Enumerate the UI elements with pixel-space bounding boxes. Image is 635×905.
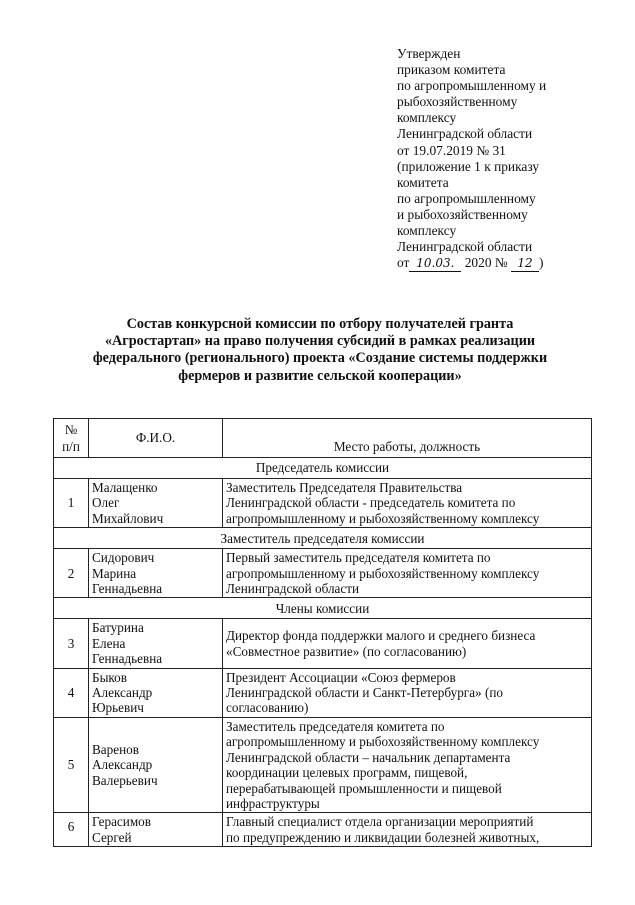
closing-paren: ) <box>539 255 544 271</box>
title-line: «Агростартап» на право получения субсидий в рамках реализации <box>104 333 536 350</box>
row-number: 1 <box>54 479 89 528</box>
approval-line: Утвержден <box>397 46 461 61</box>
table-row <box>54 479 592 528</box>
table-row <box>54 549 592 598</box>
row-position: Заместитель Председателя Правительства Ленинградской области - председатель комитета по агропромышленному и рыбохозяйственному комплексу <box>223 479 592 528</box>
section-row <box>54 458 592 479</box>
title-line: фермеров и развитие сельской кооперации» <box>178 367 462 384</box>
row-position: Заместитель председателя комитета по агропромышленному и рыбохозяйственному комплексу Ленинградской области – начальник департамента координации целевых программ, пищевой, перерабатывающей промышленности и пищевой инфраструктуры <box>223 717 592 812</box>
document-title <box>60 316 580 385</box>
header-fio: Ф.И.О. <box>89 419 223 458</box>
row-fio: Батурина Елена Геннадьевна <box>89 619 223 668</box>
table-row <box>54 668 592 717</box>
handwritten-date: 10.03. <box>409 255 461 272</box>
row-fio: Малащенко Олег Михайлович <box>89 479 223 528</box>
table-row <box>54 619 592 668</box>
row-number: 2 <box>54 549 89 598</box>
approval-line: от 19.07.2019 № 31 <box>397 142 506 158</box>
handwritten-number: 12 <box>511 255 539 272</box>
approval-date-line <box>397 255 622 272</box>
approval-block <box>397 46 622 272</box>
approval-line: и рыбохозяйственному <box>397 206 528 222</box>
approval-line: приказом комитета <box>397 62 506 78</box>
approval-line: Ленинградской области <box>397 126 533 142</box>
year-number-label: 2020 № <box>464 255 508 271</box>
row-number: 5 <box>54 717 89 812</box>
row-number: 6 <box>54 813 89 847</box>
row-fio: Сидорович Марина Геннадьевна <box>89 549 223 598</box>
header-position: Место работы, должность <box>223 419 592 458</box>
header-row <box>54 419 592 458</box>
approval-line: по агропромышленному и <box>397 78 547 94</box>
approval-line: (приложение 1 к приказу <box>397 158 540 174</box>
header-number: № п/п <box>54 419 89 458</box>
title-line: федерального (регионального) проекта «Создание системы поддержки <box>92 350 548 367</box>
section-row <box>54 528 592 549</box>
approval-line: Ленинградской области <box>397 239 533 255</box>
row-number: 3 <box>54 619 89 668</box>
row-fio: Быков Александр Юрьевич <box>89 668 223 717</box>
section-row <box>54 598 592 619</box>
approval-line: рыбохозяйственному <box>397 94 518 110</box>
row-position: Первый заместитель председателя комитета по агропромышленному и рыбохозяйственному комплексу Ленинградской области <box>223 549 592 598</box>
table-row <box>54 813 592 847</box>
table-row <box>54 717 592 812</box>
date-prefix: от <box>397 255 410 271</box>
commission-table <box>53 418 592 847</box>
section-title: Члены комиссии <box>54 598 592 619</box>
section-title: Председатель комиссии <box>54 458 592 479</box>
row-position: Президент Ассоциации «Союз фермеров Ленинградской области и Санкт-Петербурга» (по согласованию) <box>223 668 592 717</box>
approval-line: по агропромышленному <box>397 190 536 206</box>
row-position: Директор фонда поддержки малого и среднего бизнеса «Совместное развитие» (по согласованию) <box>223 619 592 668</box>
approval-line: комитета <box>397 174 449 190</box>
row-fio: Герасимов Сергей <box>89 813 223 847</box>
approval-line: комплексу <box>397 110 457 126</box>
row-position: Главный специалист отдела организации мероприятий по предупреждению и ликвидации болезней животных, <box>223 813 592 847</box>
section-title: Заместитель председателя комиссии <box>54 528 592 549</box>
row-number: 4 <box>54 668 89 717</box>
title-line: Состав конкурсной комиссии по отбору получателей гранта <box>126 316 514 332</box>
row-fio: Варенов Александр Валерьевич <box>89 717 223 812</box>
approval-line: комплексу <box>397 223 457 239</box>
